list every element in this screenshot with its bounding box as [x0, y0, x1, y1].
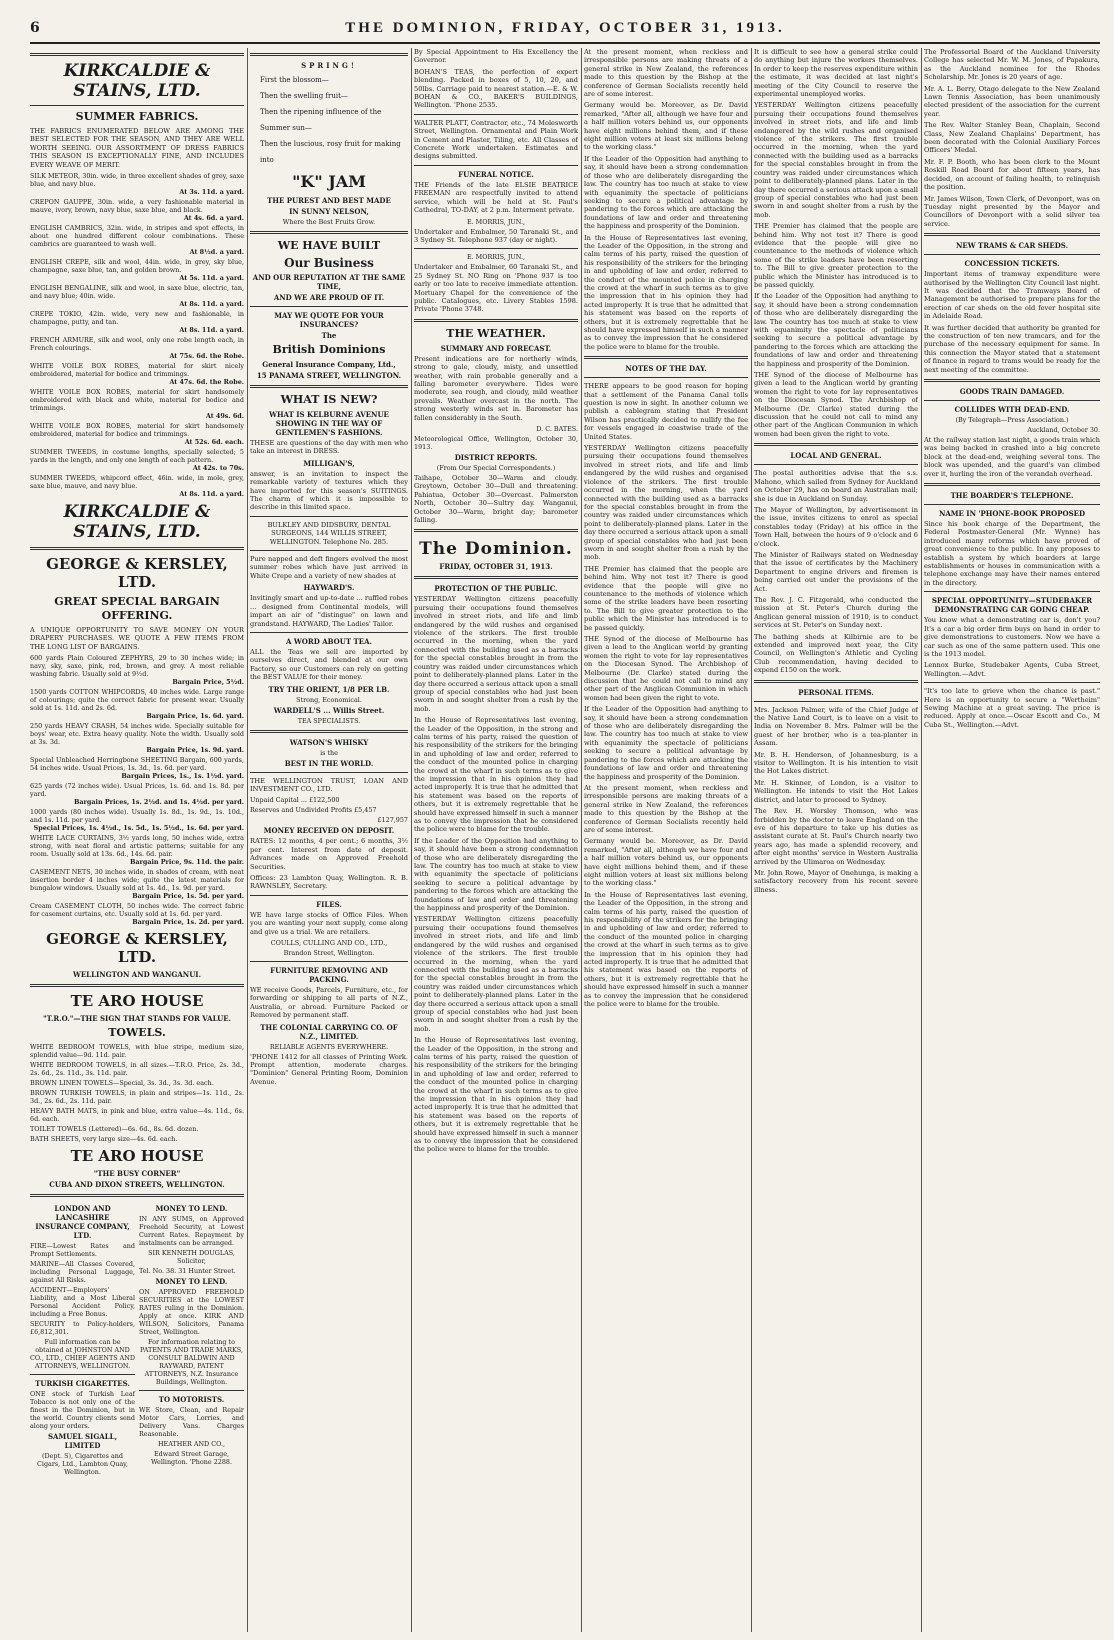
- kirkcaldie-items: [30, 172, 244, 498]
- tearo-name-footer: TE ARO HOUSE: [70, 1147, 204, 1166]
- list-item: ENGLISH CREPE, silk and wool, 44in. wide, in grey, sky blue, champagne, saxe blue, tan, and golden brown. At 5s. 11d. a yard.: [30, 258, 244, 283]
- column-5: It is difficult to see how a general strike could do anything but injure the workers themselves. In order to keep the reserves expenditure within the estimate, it was decided at last night's meeting of the City Council to reserve the experimental unemployed works. YESTERDAY Wellington citizens peacefully pursuing their occupations found themselves involved in street riots, and life and limb endangered by the wild rushes and organised violence of the strikers. The first trouble occurred in the morning, when the yard connected with the building used as a barracks for the special constables brought in from the country was raided under circumstances which point to deliberately-planned plans. Later in the day there occurred a serious attack upon a small group of special constables who had just been sworn in and sought shelter from a rush by the mob. THE Premier has claimed that the people are behind him. Why not test it? There is good evidence that the people will give no countenance to the methods of violence which some of the strike leaders have been resorting to. The Bill to give greater protection to the public which the Minister has introduced is to be passed quickly. If the Leader of the Opposition had anything to say, it should have been a strong condemnation of those who are deliberately disregarding the law. The country has too much at stake to view with equanimity the spectacle of politicians seeking to secure a political advantage by pandering to the forces which are attacking the foundations of law and order and threatening the happiness and prosperity of the Dominion. THE Synod of the diocese of Melbourne has given a lead to the Anglican world by granting women the right to vote for lay representatives on the Diocesan Synod. The Archbishop of Melbourne (Dr. Clarke) stated during the discussion that he could not call to mind any other part of the Anglican Communion in which women had been given the right to vote. LOCAL AND GENERAL. The postal authorities advise that the s.s. Mahono, which sailed from Sydney for Auckland on October 29, has on board an Australian mail; she is due in Auckland on Sunday. The Mayor of Wellington, by advertisement in the issue, invites citizens to enrol as special constables today (Friday) at his office in the Town Hall, between the hours of 9 o'clock and 6 o'clock. The Minister of Railways stated on Wednesday that the issue of certificates by the Machinery Department to engine drivers and firemen is being carried out under the provisions of the Act. The Rev. J. C. Fitzgerald, who conducted the mission at St. Peter's Church during the Anglican general mission of 1910, is to conduct services at St. Peter's on Sunday next. The bathing sheds at Kilbirnie are to be extended and improved next year, the City Council, on Wellington's Athletic and Cycling Club recommendation, having decided to expend £150 on the work. PERSONAL ITEMS. Mrs. Jackson Palmer, wife of the Chief Judge of the Native Land Court, is to leave on a visit to India on November 8. Mrs. Palmer will be the guest of her brother, who is a tea-planter in Assam. Mr. B. H. Henderson, of Johannesburg, is a visitor to Wellington. It is his intention to visit the Hot Lakes district. Mr. H. Skinner, of London, is a visitor to Wellington. He intends to visit the Hot Lakes district, and later to proceed to Sydney. The Rev. H. Worsley Thomson, who was forbidden by the doctor to leave England on the eve of his departure to take up his duties as assistant curate at St. Paul's Church nearly two years ago, has made a splendid recovery, and after eight months' service in Western Australia arrived by the Ulimaroa on Wednesday. Mr. John Rowe, Mayor of Onehunga, is making a satisfactory recovery from his recent severe illness.: [754, 48, 918, 894]
- newspaper-title: THE DOMINION, FRIDAY, OCTOBER 31, 1913.: [345, 20, 785, 36]
- list-item: HEAVY BATH MATS, in pink and blue, extra value—4s. 11d., 6s. 6d. each.: [30, 1107, 244, 1124]
- list-item: CASEMENT NETS, 30 inches wide, in shades of cream, with neat insertion border 4 inches wide; quite the latest materials for bungalow windows. Usually sold at 1s. 4d., 1s. 9d. per yard. Bargain Price, 1s. 5d. per yard.: [30, 868, 244, 901]
- spring-title: SPRING!: [301, 61, 357, 70]
- george-intro: A UNIQUE OPPORTUNITY TO SAVE MONEY ON YOUR DRAPERY PURCHASES. WE QUOTE A FEW ITEMS FROM THE LONG LIST OF BARGAINS.: [30, 626, 244, 651]
- list-item: 625 yards (72 inches wide). Usual Prices, 1s. 6d. and 1s. 8d. per yard. Bargain Prices, 1s. 2½d. and 1s. 4½d. per yard.: [30, 782, 244, 807]
- watson-heading: WATSON'S WHISKY: [289, 737, 369, 747]
- george-heading: GREAT SPECIAL BARGAIN OFFERING.: [54, 595, 220, 623]
- list-item: FRENCH ARMURE, silk and wool, only one robe length each, in French colourings. At 75s. 6d. the Robe.: [30, 336, 244, 361]
- editorial-heading: PROTECTION OF THE PUBLIC.: [434, 584, 558, 594]
- list-item: 1000 yards (80 inches wide). Usually 1s. 8d., 1s. 9d., 1s. 10d., and 1s. 11d. per yard. Special Prices, 1s. 4½d., 1s. 5d., 1s. 5½d., 1s. 6d. per yard.: [30, 808, 244, 833]
- list-item: BROWN TURKISH TOWELS, in plain and stripes—1s. 11d., 2s. 3d., 2s. 6d., 2s. 11d. pair.: [30, 1089, 244, 1106]
- tearo-heading: TOWELS.: [108, 1026, 166, 1040]
- tearo-busy: "THE BUSY CORNER": [93, 1169, 181, 1179]
- column-6: The Professorial Board of the Auckland University College has selected Mr. W. M. Jones, of Papakura, as the Auckland nominee for the Rhodes Scholarship. Mr. Jones is 20 years of age. Mr. A. L. Berry, Otago delegate to the New Zealand Lawn Tennis Association, has been unanimously elected president of the association for the current year. The Rev. Walter Stanley Bean, Chaplain, Second Class, New Zealand Chaplains' Department, has been decorated with the Colonial Auxiliary Forces Officers' Medal. Mr. F. P. Booth, who has been clerk to the Mount Roskill Road Board for about fifteen years, has decided, on account of failing health, to relinquish the position. Mr. James Wilson, Town Clerk, of Devonport, was on Tuesday night presented by the Mayor and Councillors of Devonport with a solid silver tea service. NEW TRAMS & CAR SHEDS. CONCESSION TICKETS. Important items of tramway expenditure were authorised by the Wellington City Council last night. It was decided that the Tramways Board of Management be authorised to prepare plans for the erection of car sheds on the old fever hospital site in Adelaide Road. It was further decided that authority be granted for the construction of ten new tramcars, and for the purchase of the necessary equipment for same. In this connection the Mayor stated that a statement of finance in regard to trams would be ready for the next meeting of the committee. GOODS TRAIN DAMAGED. COLLIDES WITH DEAD-END. (By Telegraph—Press Association.) Auckland, October 30. At the railway station last night, a goods train which was being backed in crashed into a big concrete block at the dead-end, weighing several tons. The block was upended, and the guard's van climbed over it, hurling the iron of the verandah overhead. THE BOARDER'S TELEPHONE. NAME IN 'PHONE-BOOK PROPOSED Since his book charge of the Department, the Federal Postmaster-General (Mr. Wynne) has introduced many reforms which have proved of great convenience to the public. In any proposes to establish a system by which boarders at large establishments or houses in communication with a telephone exchange may have their names entered in the directory. SPECIAL OPPORTUNITY—STUDEBAKER DEMONSTRATING CAR GOING CHEAP. You know what a demonstrating car is, don't you? It's a car a big order firm buys on hand in order to give demonstrations to customers. Now we have a car such as one of the same pattern used. This one is the 1913 model. Lennox Burke, Studebaker Agents, Cuba Street, Wellington.—Advt. "It's too late to grieve when the chance is past." Here is an opportunity to secure a "Wertheim" Sewing Machine at a great saving. The price is reduced. Apply at once.—Oscar Escott and Co., M Cuba St., Wellington.—Advt.: [924, 48, 1100, 729]
- built-heading: WE HAVE BUILT: [277, 239, 381, 252]
- column-2: SPRING! First the blossom— Then the swelling fruit— Then the ripening influence of the Summer sun— Then the luscious, rosy fruit for making into "K" JAM THE PUREST AND BEST MADE IN SUNNY NELSON, Where the Best Fruits Grow. WE HAVE BUILT Our Business AND OUR REPUTATION AT THE SAME TIME, AND WE ARE PROUD OF IT. MAY WE QUOTE FOR YOUR INSURANCES? The British Dominions General Insurance Company, Ltd., 15 PANAMA STREET, WELLINGTON. WHAT IS NEW? WHAT IS KELBURNE AVENUE SHOWING IN THE WAY OF GENTLEMEN'S FASHIONS. THESE are questions of the day with men who take an interest in DRESS. MILLIGAN'S, answer, is an invitation to inspect the remarkable variety of textures which they have imported for this season's SUITINGS. The charm of which it is impossible to describe in this limited space. BULKLEY AND DIDSBURY, DENTAL SURGEONS, 144 WILLIS STREET, WELLINGTON. Telephone No. 285. Pure napped and deft fingers evolved the most summer robes which have just arrived in White Crepe and a variety of new shades at HAYWARD'S. Invitingly smart and up-to-date ... ruffled robes ... designed from Continental models, will impart an air of "distingue" on lawn and grandstand. HAYWARD, The Ladies' Tailor. A WORD ABOUT TEA. ALL the Teas we sell are imported by ourselves direct, and blended at our own Factory, so our Customers can rely on getting the BEST VALUE for their money. TRY THE ORIENT, 1/8 PER LB. Strong, Economical. WARDELL'S ... Willis Street. TEA SPECIALISTS. WATSON'S WHISKY is the BEST IN THE WORLD. THE WELLINGTON TRUST, LOAN AND INVESTMENT CO., LTD. Unpaid Capital ... £122,500 Reserves and Undivided Profits £5,457 £127,957 MONEY RECEIVED ON DEPOSIT. RATES: 12 months, 4 per cent.; 6 months, 3½ per cent. Interest from date of deposit. Advances made on Approved Freehold Securities. Offices: 23 Lambton Quay, Wellington. R. B. RAWNSLEY, Secretary. FILES. WE have large stocks of Office Files. When you are wanting your next supply, come along and give us a trial. We are retailers. COULLS, CULLING AND CO., LTD., Brandon Street, Wellington. FURNITURE REMOVING AND PACKING. WE receive Goods, Parcels, Furniture, etc., for forwarding or shipping to all parts of N.Z., Australia, or abroad. Furniture Packed or Removed by permanent staff. THE COLONIAL CARRYING CO. OF N.Z., LIMITED. RELIABLE AGENTS EVERYWHERE. 'PHONE 1412 for all classes of Printing Work. Prompt attention, moderate charges. "Dominion" General Printing Room, Dominion Avenue.: [250, 48, 408, 1632]
- list-item: BATH SHEETS, very large size—4s. 6d. each.: [30, 1135, 178, 1144]
- column-1: KIRKCALDIE & STAINS, LTD. SUMMER FABRICS. THE FABRICS ENUMERATED BELOW ARE AMONG THE BEST SELECTED FOR THE SEASON, AND THEY ARE WELL WORTH SEEING. OUR ASSORTMENT OF DRESS FABRICS THIS SEASON IS EXCEPTIONALLY FINE, AND INCLUDES EVERY WEAVE OF MERIT. SILK METEOR, 30in. wide, in three excellent shades of grey, saxe blue, and navy blue. At 3s. 11d. a yard. CREPON GAUPPE, 30in. wide, a very fashionable material in mauve, ivory, brown, navy blue, saxe blue, and black. At 4s. 6d. a yard. ENGLISH CAMBRICS, 32in. wide, in stripes and spot effects, in about one hundred different colour combinations. These cambrics are guaranteed to wash well. At 8½d. a yard. ENGLISH CREPE, silk and wool, 44in. wide, in grey, sky blue, champagne, saxe blue, tan, and golden brown. At 5s. 11d. a yard. ENGLISH BENGALINE, silk and wool, in saxe blue, electric, tan, and navy blue; 40in. wide. At 8s. 11d. a yard. CREPE TOKIO, 42in. wide, very new and fashionable, in champagne, putty, and tan. At 8s. 11d. a yard. FRENCH ARMURE, silk and wool, only one robe length each, in French colourings. At 75s. 6d. the Robe. WHITE VOILE BOX ROBES, material for skirt nicely embroidered, material for bodice and trimmings. At 47s. 6d. the Robe. WHITE VOILE BOX ROBES, material for skirt handsomely embroidered with black and white, material for bodice and trimmings. At 49s. 6d. WHITE VOILE BOX ROBES, material for skirt handsomely embroidered, material for bodice and trimmings. At 52s. 6d. each. SUMMER TWEEDS, in costume lengths, specially selected; 5 yards in the length, and only one length of each pattern. At 42s. to 70s. SUMMER TWEEDS, whipcord effect, 46in. wide, in mole, grey, saxe blue, mauve, and navy blue. At 8s. 11d. a yard. KIRKCALDIE & STAINS, LTD. GEORGE & KERSLEY, LTD. GREAT SPECIAL BARGAIN OFFERING. A UNIQUE OPPORTUNITY TO SAVE MONEY ON YOUR DRAPERY PURCHASES. WE QUOTE A FEW ITEMS FROM THE LONG LIST OF BARGAINS. 600 yards Plain Coloured ZEPHYRS, 29 to 30 inches wide; in navy, sky, saxe, pink, red, brown, and grey. A most reliable washing fabric. Usually sold at 9½d. Bargain Price, 5½d. 1500 yards COTTON WHIPCORDS, 40 inches wide. Large range of colourings; quite the correct fabric for present wear. Usually sold at 1s. 11d. and 2s. 6d. Bargain Price, 1s. 6d. yard. 250 yards HEAVY CRASH, 54 inches wide. Specially suitable for boys' wear, etc. Extra heavy quality. Note the width. Usually sold at 3s. 3d. Bargain Price, 1s. 9d. yard. Special Unbleached Herringbone SHEETING Bargain, 600 yards, 54 inches wide. Usual Prices, 1s. 3d., 1s. 6d. per yard. Bargain Prices, 1s., 1s. 1½d. yard. 625 yards (72 inches wide). Usual Prices, 1s. 6d. and 1s. 8d. per yard. Bargain Prices, 1s. 2½d. and 1s. 4½d. per yard. 1000 yards (80 inches wide). Usually 1s. 8d., 1s. 9d., 1s. 10d., and 1s. 11d. per yard. Special Prices, 1s. 4½d., 1s. 5d., 1s. 5½d., 1s. 6d. per yard. WHITE LACE CURTAINS, 3½ yards long, 50 inches wide, extra strong, with neat floral and artistic patterns; suitable for any room. Usually sold at 13s. 6d., 14s. 6d. pair. Bargain Price, 9s. 11d. the pair. CASEMENT NETS, 30 inches wide, in shades of cream, with neat insertion border 4 inches wide; quite the latest materials for bungalow windows. Usually sold at 1s. 4d., 1s. 9d. per yard. Bargain Price, 1s. 5d. per yard. Cream CASEMENT CLOTH, 50 inches wide. The correct fabric for casement curtains, etc. Usually sold at 1s. 6d. per yard. Bargain Price, 1s. 2d. per yard. GEORGE & KERSLEY, LTD. WELLINGTON AND WANGANUI. TE ARO HOUSE "T.R.O."—THE SIGN THAT STANDS FOR VALUE. TOWELS. WHITE BEDROOM TOWELS, with blue stripe, medium size, splendid value—9d. 11d. pair. WHITE BEDROOM TOWELS, in all sizes.—T.R.O. Price, 2s. 3d., 2s. 6d., 2s. 11d., 3s. 11d. pair. BROWN LINEN TOWELS—Special, 3s. 3d., 3s. 3d. each. BROWN TURKISH TOWELS, in plain and stripes—1s. 11d., 2s. 3d., 2s. 6d., 2s. 11d. pair. HEAVY BATH MATS, in pink and blue, extra value—4s. 11d., 6s. 6d. each. TOILET TOWELS (Lettered)—6s. 6d., 8s. 6d. dozen. BATH SHEETS, very large size—4s. 6d. each. TE ARO HOUSE "THE BUSY CORNER" CUBA AND DIXON STREETS, WELLINGTON. LONDON AND LANCASHIRE INSURANCE COMPANY, LTD. FIRE—Lowest Rates and Prompt Settlements. MARINE—All Classes Covered, including Personal Luggage, against All Risks. ACCIDENT—Employers' Liability, and a Most Liberal Personal Accident Policy, including a Free Bonus. SECURITY to Policy-holders, £6,812,301. Full information can be obtained at JOHNSTON AND CO., LTD., CHIEF AGENTS AND ATTORNEYS, WELLINGTON. TURKISH CIGARETTES. ONE stock of Turkish Leaf Tobacco is not only one of the finest in the Dominion, but in the world. Country clients send along your orders. SAMUEL SIGALL, LIMITED (Dept. S), Cigarettes and Cigars, Ltd., Lambton Quay, Wellington. MONEY TO LEND. IN ANY SUMS, on Approved Freehold Security, at Lowest Current Rates. Repayment by instalments can be arranged. SIR KENNETH DOUGLAS, Solicitor, Tel. No. 38. 31 Hunter Street. MONEY TO LEND. ON APPROVED FREEHOLD SECURITIES at the LOWEST RATES ruling in the Dominion. Apply at once. KIRK AND WILSON, Solicitors, Panama Street, Wellington. For information relating to PATENTS AND TRADE MARKS, CONSULT BALDWIN AND RAYWARD, PATENT ATTORNEYS, N.Z. Insurance Buildings, Wellington. TO MOTORISTS. WE Store, Clean, and Repair Motor Cars, Lorries, and Delivery Vans. Charges Reasonable. HEATHER AND CO., Edward Street Garage, Wellington. 'Phone 2288.: [30, 48, 244, 1632]
- list-item: TOILET TOWELS (Lettered)—6s. 6d., 8s. 6d. dozen.: [30, 1125, 199, 1134]
- list-item: CREPE TOKIO, 42in. wide, very new and fashionable, in champagne, putty, and tan. At 8s. 11d. a yard.: [30, 310, 244, 335]
- list-item: Special Unbleached Herringbone SHEETING Bargain, 600 yards, 54 inches wide. Usual Prices, 1s. 3d., 1s. 6d. per yard. Bargain Prices, 1s., 1s. 1½d. yard.: [30, 756, 244, 781]
- list-item: CREPON GAUPPE, 30in. wide, a very fashionable material in mauve, ivory, brown, navy blue, saxe blue, and black. At 4s. 6d. a yard.: [30, 198, 244, 223]
- local-heading: LOCAL AND GENERAL.: [790, 451, 882, 461]
- kirkcaldie-intro: THE FABRICS ENUMERATED BELOW ARE AMONG THE BEST SELECTED FOR THE SEASON, AND THEY ARE WELL WORTH SEEING. OUR ASSORTMENT OF DRESS FABRICS THIS SEASON IS EXCEPTIONALLY FINE, AND INCLUDES EVERY WEAVE OF MERIT.: [30, 127, 244, 169]
- list-item: WHITE VOILE BOX ROBES, material for skirt nicely embroidered, material for bodice and trimmings. At 47s. 6d. the Robe.: [30, 362, 244, 387]
- goods-heading: GOODS TRAIN DAMAGED.: [959, 387, 1065, 396]
- trams-heading: NEW TRAMS & CAR SHEDS.: [955, 241, 1069, 251]
- list-item: SILK METEOR, 30in. wide, in three excellent shades of grey, saxe blue, and navy blue. At 3s. 11d. a yard.: [30, 172, 244, 197]
- george-footer: WELLINGTON AND WANGANUI.: [72, 970, 202, 980]
- page-header: [30, 20, 1100, 44]
- boarder-heading: THE BOARDER'S TELEPHONE.: [950, 491, 1074, 501]
- dominion-masthead: The Dominion.: [419, 539, 573, 560]
- list-item: ENGLISH BENGALINE, silk and wool, in saxe blue, electric, tan, and navy blue; 40in. wide. At 8s. 11d. a yard.: [30, 284, 244, 309]
- personal-heading: PERSONAL ITEMS.: [798, 687, 874, 697]
- kirkcaldie-name: KIRKCALDIE & STAINS, LTD.: [63, 61, 211, 101]
- list-item: WHITE VOILE BOX ROBES, material for skirt handsomely embroidered, material for bodice and trimmings. At 52s. 6d. each.: [30, 422, 244, 447]
- list-item: SUMMER TWEEDS, whipcord effect, 46in. wide, in mole, grey, saxe blue, mauve, and navy blue. At 8s. 11d. a yard.: [30, 474, 244, 499]
- list-item: Cream CASEMENT CLOTH, 50 inches wide. The correct fabric for casement curtains, etc. Usually sold at 1s. 6d. per yard. Bargain Price, 1s. 2d. per yard.: [30, 902, 244, 927]
- list-item: ENGLISH CAMBRICS, 32in. wide, in stripes and spot effects, in about one hundred different colour combinations. These cambrics are guaranteed to wash well. At 8½d. a yard.: [30, 224, 244, 257]
- tearo-address: CUBA AND DIXON STREETS, WELLINGTON.: [49, 1180, 225, 1190]
- column-3: By Special Appointment to His Excellency the Governor. BOHAN'S TEAS, the perfection of expert blending. Packed in boxes of 5, 10, 20, and 50lbs. Carriage paid to nearest station.—E. & W. BOHAN & CO., BAKER'S BUILDINGS, Wellington. 'Phone 2535. WALTER PLATT, Contractor, etc., 74 Molesworth Street, Wellington. Ornamental and Plain Work in Cement and Plaster, Tiling, etc. All Classes of Concrete Work undertaken. Estimates and designs submitted. FUNERAL NOTICE. THE Friends of the late ELSIE BEATRICE FREEMAN are respectfully invited to attend service, which will be held at St. Paul's Cathedral, TO-DAY, at 2 p.m. Interment private. E. MORRIS, JUN., Undertaker and Embalmer, 50 Taranaki St., and 3 Sydney St. Telephone 937 (day or night). E. MORRIS, JUN., Undertaker and Embalmer, 60 Taranaki St., and 25 Sydney St. NO Ring on 'Phone 937 is too early or too late to receive immediate attention. Mortuary Chapel for the convenience of the public. Catalogues, etc. Livery Stables 1598. Private 'Phone 3748. THE WEATHER. SUMMARY AND FORECAST. Present indications are for northerly winds, strong to gale, cloudy, misty, and unsettled weather, with rain probable generally and a falling barometer everywhere. Tides were moderate, sea rough, and cloudy, mild weather prevails. Weather overcast in the north. The strong westerly winds set in. Barometer has fallen considerably in the South. D. C. BATES. Meteorological Office, Wellington, October 30, 1913. DISTRICT REPORTS. (From Our Special Correspondents.) Taihape, October 30—Warm and cloudy. Greytown, October 30—Dull and threatening. Pahiatua, October 30—Overcast. Palmerston North, October 30—Sultry day. Wanganui, October 30—Warm, bright day; barometer falling. The Dominion. FRIDAY, OCTOBER 31, 1913. PROTECTION OF THE PUBLIC. YESTERDAY Wellington citizens peacefully pursuing their occupations found themselves involved in street riots, and life and limb endangered by the wild rushes and organised violence of the strikers. The first trouble occurred in the morning, when the yard connected with the building used as a barracks for the special constables brought in from the country was raided under circumstances which point to deliberately-planned plans. Later in the day there occurred a serious attack upon a small group of special constables who had just been sworn in and sought shelter from a rush by the mob. In the House of Representatives last evening, the Leader of the Opposition, in the strong and calm terms of his party, raised the question of his responsibility of the strikers for the bringing in and upholding of law and order, referred to the conduct of the mounted police in charging the crowd at the wharf in such terms as to give the impression that in his opinion they had acted improperly. It is true that he admitted that his statement was based on the reports of others, but it is extremely regrettable that he should have expressed himself in such a manner as to convey the impression that he considered the police were to blame for the trouble. If the Leader of the Opposition had anything to say, it should have been a strong condemnation of those who are deliberately disregarding the law. The country has too much at stake to view with equanimity the spectacle of politicians seeking to secure a political advantage by pandering to the forces which are attacking the foundations of law and order and threatening the happiness and prosperity of the Dominion. YESTERDAY Wellington citizens peacefully pursuing their occupations found themselves involved in street riots, and life and limb endangered by the wild rushes and organised violence of the strikers. The first trouble occurred in the morning, when the yard connected with the building used as a barracks for the special constables brought in from the country was raided under circumstances which point to deliberately-planned plans. Later in the day there occurred a serious attack upon a small group of special constables who had just been sworn in and sought shelter from a rush by the mob. In the House of Representatives last evening, the Leader of the Opposition, in the strong and calm terms of his party, raised the question of his responsibility of the strikers for the bringing in and upholding of law and order, referred to the conduct of the mounted police in charging the crowd at the wharf in such terms as to give the impression that in his opinion they had acted improperly. It is true that he admitted that his statement was based on the reports of others, but it is extremely regrettable that he should have expressed himself in such a manner as to convey the impression that he considered the police were to blame for the trouble.: [414, 48, 578, 1154]
- list-item: 250 yards HEAVY CRASH, 54 inches wide. Specially suitable for boys' wear, etc. Extra heavy quality. Note the width. Usually sold at 3s. 3d. Bargain Price, 1s. 9d. yard.: [30, 722, 244, 755]
- whatnew-heading: WHAT IS NEW?: [280, 393, 378, 406]
- bulkley-ad: BULKLEY AND DIDSBURY, DENTAL SURGEONS, 144 WILLIS STREET, WELLINGTON. Telephone No. 285.: [267, 520, 391, 546]
- column-4: At the present moment, when reckless and irresponsible persons are making threats of a general strike in New Zealand, the references made to this question by the Bishop at the conference of German Socialists recently held are of some interest. Germany would be. Moreover, as Dr. David remarked, "After all, although we have four and a half million voters behind us, our opponents have eight millions behind them, and if these eight million voters at least six millions belong to the working class." If the Leader of the Opposition had anything to say, it should have been a strong condemnation of those who are deliberately disregarding the law. The country has too much at stake to view with equanimity the spectacle of politicians seeking to secure a political advantage by pandering to the forces which are attacking the foundations of law and order and threatening the happiness and prosperity of the Dominion. In the House of Representatives last evening, the Leader of the Opposition, in the strong and calm terms of his party, raised the question of his responsibility of the strikers for the bringing in and upholding of law and order, referred to the conduct of the mounted police in charging the crowd at the wharf in such terms as to give the impression that in his opinion they had acted improperly. It is true that he admitted that his statement was based on the reports of others, but it is extremely regrettable that he should have expressed himself in such a manner as to convey the impression that he considered the police were to blame for the trouble. NOTES OF THE DAY. THERE appears to be good reason for hoping that a settlement of the Panama Canal tolls question is now in sight. In another column we publish a cablegram stating that President Wilson has practically decided to nullify the fee for vessels engaged in coastwise trade of the United States. YESTERDAY Wellington citizens peacefully pursuing their occupations found themselves involved in street riots, and life and limb endangered by the wild rushes and organised violence of the strikers. The first trouble occurred in the morning, when the yard connected with the building used as a barracks for the special constables brought in from the country was raided under circumstances which point to deliberately-planned plans. Later in the day there occurred a serious attack upon a small group of special constables who had just been sworn in and sought shelter from a rush by the mob. THE Premier has claimed that the people are behind him. Why not test it? There is good evidence that the people will give no countenance to the methods of violence which some of the strike leaders have been resorting to. The Bill to give greater protection to the public which the Minister has introduced is to be passed quickly. THE Synod of the diocese of Melbourne has given a lead to the Anglican world by granting women the right to vote for lay representatives on the Diocesan Synod. The Archbishop of Melbourne (Dr. Clarke) stated during the discussion that he could not call to mind any other part of the Anglican Communion in which women had been given the right to vote. If the Leader of the Opposition had anything to say, it should have been a strong condemnation of those who are deliberately disregarding the law. The country has too much at stake to view with equanimity the spectacle of politicians seeking to secure a political advantage by pandering to the forces which are attacking the foundations of law and order and threatening the happiness and prosperity of the Dominion. At the present moment, when reckless and irresponsible persons are making threats of a general strike in New Zealand, the references made to this question by the Bishop at the conference of German Socialists recently held are of some interest. Germany would be. Moreover, as Dr. David remarked, "After all, although we have four and a half million voters behind us, our opponents have eight millions behind them, and if these eight million voters at least six millions belong to the working class." In the House of Representatives last evening, the Leader of the Opposition, in the strong and calm terms of his party, raised the question of his responsibility of the strikers for the bringing in and upholding of law and order, referred to the conduct of the mounted police in charging the crowd at the wharf in such terms as to give the impression that in his opinion they had acted improperly. It is true that he admitted that his statement was based on the reports of others, but it is extremely regrettable that he should have expressed himself in such a manner as to convey the impression that he considered the police were to blame for the trouble.: [584, 48, 748, 1009]
- tearo-name: TE ARO HOUSE: [70, 992, 204, 1011]
- list-item: WHITE LACE CURTAINS, 3½ yards long, 50 inches wide, extra strong, with neat floral and artistic patterns; suitable for any room. Usually sold at 13s. 6d., 14s. 6d. pair. Bargain Price, 9s. 11d. the pair.: [30, 834, 244, 867]
- notes-heading: NOTES OF THE DAY.: [625, 364, 707, 374]
- tearo-tagline: "T.R.O."—THE SIGN THAT STANDS FOR VALUE.: [42, 1014, 231, 1024]
- george-name: GEORGE & KERSLEY, LTD.: [46, 555, 228, 592]
- kirkcaldie-name-footer: KIRKCALDIE & STAINS, LTD.: [63, 502, 211, 543]
- k-jam: "K" JAM: [292, 172, 366, 191]
- list-item: WHITE VOILE BOX ROBES, material for skirt handsomely embroidered with black and white, material for bodice and trimmings. At 49s. 6d.: [30, 388, 244, 421]
- list-item: 600 yards Plain Coloured ZEPHYRS, 29 to 30 inches wide; in navy, sky, saxe, pink, red, brown, and grey. A most reliable washing fabric. Usually sold at 9½d. Bargain Price, 5½d.: [30, 654, 244, 687]
- london-name: LONDON AND LANCASHIRE INSURANCE COMPANY, LTD.: [35, 1204, 130, 1241]
- kirkcaldie-heading: SUMMER FABRICS.: [75, 110, 199, 123]
- george-name-footer: GEORGE & KERSLEY, LTD.: [46, 930, 228, 967]
- page-number: 6: [30, 20, 40, 36]
- list-item: 1500 yards COTTON WHIPCORDS, 40 inches wide. Large range of colourings; quite the correct fabric for present wear. Usually sold at 1s. 11d. and 2s. 6d. Bargain Price, 1s. 6d. yard.: [30, 688, 244, 721]
- list-item: BROWN LINEN TOWELS—Special, 3s. 3d., 3s. 3d. each.: [30, 1079, 214, 1088]
- list-item: SUMMER TWEEDS, in costume lengths, specially selected; 5 yards in the length, and only one length of each pattern. At 42s. to 70s.: [30, 448, 244, 473]
- list-item: WHITE BEDROOM TOWELS, with blue stripe, medium size, splendid value—9d. 11d. pair.: [30, 1043, 244, 1060]
- weather-heading: THE WEATHER.: [446, 326, 546, 340]
- list-item: WHITE BEDROOM TOWELS, in all sizes.—T.R.O. Price, 2s. 3d., 2s. 6d., 2s. 11d., 3s. 11d. pair.: [30, 1061, 244, 1078]
